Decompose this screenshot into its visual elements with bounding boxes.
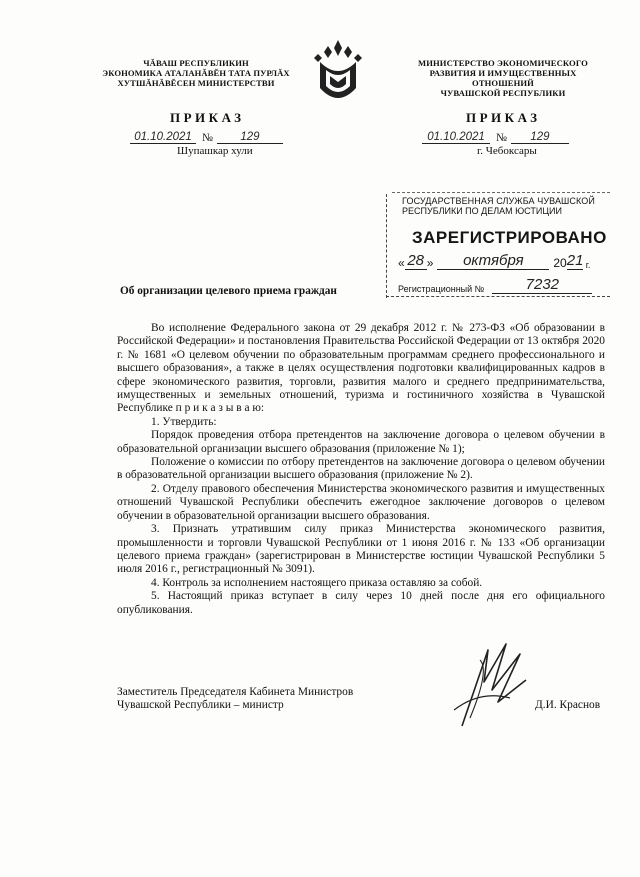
body-paragraph: 5. Настоящий приказ вступает в силу через 10 дней после дня его официального опубликования. bbox=[117, 590, 605, 616]
order-date: 01.10.2021 bbox=[422, 131, 490, 144]
ministry-name-chuvash-line: ЭКОНОМИКА АТАЛАНĂВĔН ТАТА ПУРЛĂХ bbox=[102, 68, 290, 78]
ministry-name-russian-line: РАЗВИТИЯ И ИМУЩЕСТВЕННЫХ ОТНОШЕНИЙ bbox=[429, 68, 577, 88]
body-paragraph: 4. Контроль за исполнением настоящего приказа оставляю за собой. bbox=[151, 576, 483, 589]
body-paragraph: Порядок проведения отбора претендентов на заключение договора о целевом обучении в образовательной организации высшего образования (приложение № 1); bbox=[117, 429, 605, 455]
order-subject: Об организации целевого приема граждан bbox=[120, 285, 337, 297]
body-paragraph: Положение о комиссии по отбору претендентов на заключение договора о целевом обучении в образовательной организации высшего образования (приложение № 2). bbox=[117, 456, 605, 482]
order-number: 129 bbox=[217, 131, 283, 144]
ministry-name-chuvash-line: ХУТШĂНĂВĔСЕН МИНИСТЕРСТВИ bbox=[117, 78, 275, 88]
signatory-position-line: Чувашской Республики – министр bbox=[117, 699, 284, 712]
chuvash-emblem-icon bbox=[312, 36, 364, 110]
ministry-name-russian-line: МИНИСТЕРСТВО ЭКОНОМИЧЕСКОГО bbox=[418, 58, 588, 68]
order-number: 129 bbox=[511, 131, 569, 144]
handwritten-signature-icon bbox=[440, 640, 530, 730]
order-dateline-chuvash bbox=[130, 131, 283, 144]
stamp-border bbox=[386, 194, 392, 298]
stamp-year-suffix: 21 bbox=[566, 252, 584, 269]
prikaz-title-chuvash: ПРИКАЗ bbox=[170, 110, 245, 125]
place-chuvash: Шупашкар хули bbox=[177, 145, 253, 157]
place-russian: г. Чебоксары bbox=[477, 145, 537, 157]
stamp-registered-label: ЗАРЕГИСТРИРОВАНО bbox=[412, 228, 607, 247]
prikaz-title-russian: ПРИКАЗ bbox=[466, 110, 541, 125]
ministry-name-chuvash-line: ЧĂВАШ РЕСПУБЛИКИН bbox=[143, 58, 249, 68]
ministry-name-chuvash bbox=[92, 58, 300, 88]
order-body bbox=[117, 322, 605, 617]
stamp-border bbox=[392, 192, 610, 193]
body-paragraph: Во исполнение Федерального закона от 29 декабря 2012 г. № 273-ФЗ «Об образовании в Российской Федерации» и постановления Правительства Российской Федерации от 13 октября 2020 г. № 1681 «О целевом обучении по образовательным программам среднего профессионального и высшего образования», а также в целях осуществления подготовки квалифицированных кадров в сфере экономического развития, торговли, развития малого и среднего предпринимательства, имущественных и земельных отношений, туризма и гостиничного хозяйства в Чувашской Республике п р и к а з ы в а ю: bbox=[117, 322, 605, 415]
signatory-name: Д.И. Краснов bbox=[535, 699, 601, 711]
order-number-label: № bbox=[202, 132, 213, 144]
order-dateline-russian bbox=[422, 131, 569, 144]
stamp-registration bbox=[398, 276, 592, 294]
stamp-reg-number: 7232 bbox=[492, 276, 592, 294]
signatory-position-line: Заместитель Председателя Кабинета Министров bbox=[117, 686, 354, 698]
stamp-reg-label: Регистрационный № bbox=[398, 284, 485, 294]
body-paragraph: 3. Признать утратившим силу приказ Министерства экономического развития, промышленности и торговли Чувашской Республики от 1 июня 2016 г. № 133 «Об организации целевого приема граждан» (зарегистрирован в Министерстве юстиции Чувашской Республики 5 июля 2016 г., регистрационный № 3091). bbox=[117, 523, 605, 576]
stamp-year-unit: г. bbox=[585, 260, 591, 270]
body-paragraph: 1. Утвердить: bbox=[151, 415, 217, 428]
registration-stamp bbox=[386, 194, 610, 298]
order-date: 01.10.2021 bbox=[130, 131, 196, 144]
stamp-day: 28 bbox=[405, 252, 427, 270]
body-paragraph: 2. Отделу правового обеспечения Министерства экономического развития и имущественных отношений Чувашской Республики обеспечить ежегодное заключение договоров о целевом обучении в образовательной организации высшего образования. bbox=[117, 482, 605, 522]
order-number-label: № bbox=[496, 132, 507, 144]
stamp-date bbox=[398, 252, 590, 270]
stamp-border bbox=[386, 296, 610, 297]
stamp-quote: » bbox=[426, 256, 434, 270]
stamp-month: октября bbox=[437, 252, 549, 270]
ministry-name-russian bbox=[398, 58, 608, 98]
stamp-year-prefix: 20 bbox=[553, 256, 567, 270]
stamp-quote: « bbox=[398, 256, 405, 270]
stamp-authority-line: РЕСПУБЛИКИ ПО ДЕЛАМ ЮСТИЦИИ bbox=[402, 206, 562, 216]
ministry-name-russian-line: ЧУВАШСКОЙ РЕСПУБЛИКИ bbox=[440, 88, 566, 98]
signatory-position bbox=[117, 686, 353, 713]
stamp-authority-line: ГОСУДАРСТВЕННАЯ СЛУЖБА ЧУВАШСКОЙ bbox=[402, 196, 595, 206]
